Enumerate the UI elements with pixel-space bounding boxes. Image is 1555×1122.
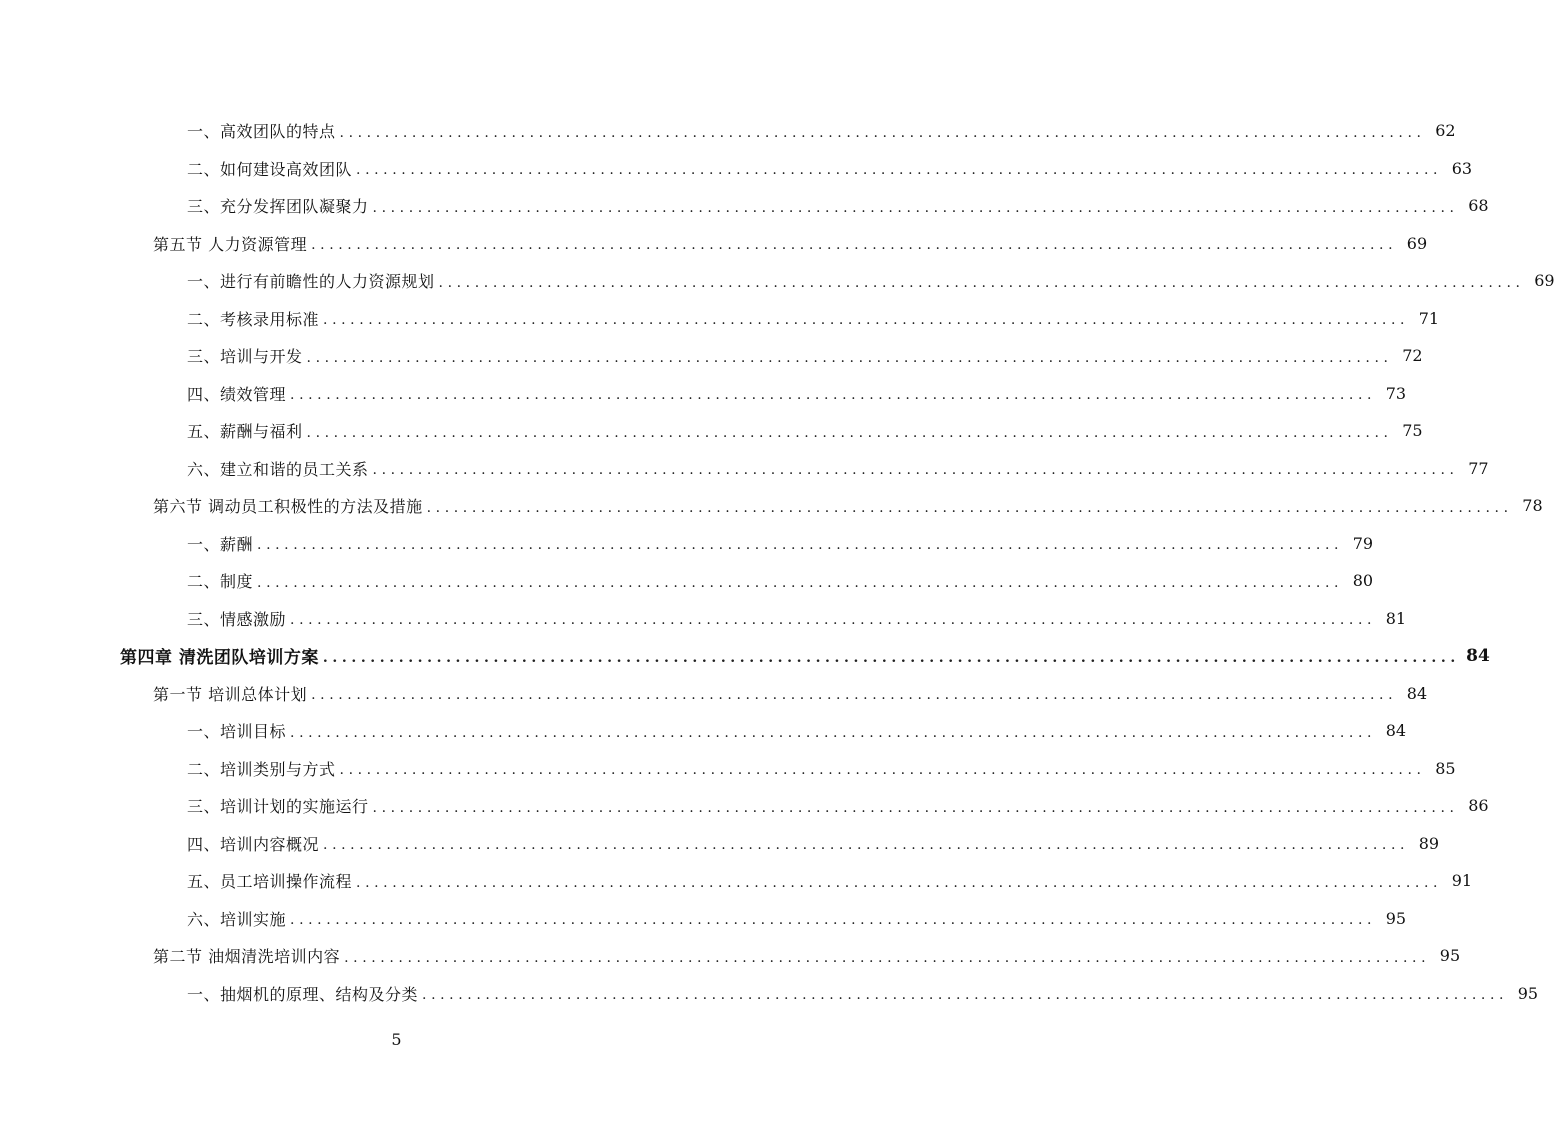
toc-entry-section[interactable] <box>0 225 1428 263</box>
page-number: 5 <box>391 1030 402 1049</box>
toc-entry-label: 二、培训类别与方式 <box>187 759 336 779</box>
toc-entry-page: 84 <box>1466 645 1490 666</box>
toc-entry-page: 63 <box>1451 158 1473 178</box>
toc-entry-page: 91 <box>1451 871 1473 891</box>
dot-leader: ........................................................................................................................ <box>306 349 1393 366</box>
dot-leader: ........................................................................................................................ <box>339 762 1426 778</box>
toc-entry-item[interactable] <box>0 112 1456 150</box>
toc-entry-item[interactable] <box>0 712 1407 750</box>
dot-leader: ........................................................................................................................ <box>290 612 1377 628</box>
dot-leader: ........................................................................................................................ <box>356 162 1443 178</box>
toc-entry-item[interactable] <box>0 825 1440 863</box>
dot-leader: ........................................................................................................................ <box>290 912 1377 928</box>
dot-leader: ........................................................................................................................ <box>257 537 1344 553</box>
toc-entry-label: 四、培训内容概况 <box>187 834 320 854</box>
toc-entry-item[interactable] <box>0 300 1440 338</box>
dot-leader: ........................................................................................................................ <box>323 837 1410 853</box>
toc-entry-page: 69 <box>1406 233 1428 253</box>
dot-leader: ........................................................................................................................ <box>290 387 1377 403</box>
toc-entry-label: 三、培训计划的实施运行 <box>187 797 369 817</box>
dot-leader: ........................................................................................................................ <box>323 312 1410 328</box>
dot-leader: ........................................................................................................................ <box>356 874 1443 891</box>
table-of-contents <box>0 112 1555 1012</box>
dot-leader: ........................................................................................................................ <box>339 124 1426 141</box>
toc-entry-item[interactable] <box>0 600 1407 638</box>
dot-leader: ........................................................................................................................ <box>322 649 1460 666</box>
toc-entry-label: 五、员工培训操作流程 <box>187 872 353 892</box>
toc-entry-item[interactable] <box>0 787 1489 825</box>
toc-entry-label: 一、培训目标 <box>187 722 287 742</box>
toc-entry-page: 73 <box>1385 383 1407 403</box>
toc-entry-label: 一、进行有前瞻性的人力资源规划 <box>187 272 435 292</box>
toc-entry-item[interactable] <box>0 375 1407 413</box>
toc-entry-label: 二、考核录用标准 <box>187 309 320 329</box>
dot-leader: ........................................................................................................................ <box>372 199 1459 216</box>
toc-entry-page: 81 <box>1385 608 1407 628</box>
toc-entry-item[interactable] <box>0 900 1407 938</box>
toc-entry-page: 62 <box>1435 121 1456 141</box>
toc-entry-item[interactable] <box>0 862 1473 900</box>
toc-entry-label: 第六节 调动员工积极性的方法及措施 <box>153 497 423 517</box>
toc-entry-item[interactable] <box>0 750 1456 788</box>
toc-entry-label: 第二节 油烟清洗培训内容 <box>153 947 341 967</box>
toc-entry-chapter[interactable] <box>0 637 1490 675</box>
toc-entry-page: 95 <box>1385 908 1407 928</box>
toc-entry-section[interactable] <box>0 487 1543 525</box>
toc-entry-label: 第四章 清洗团队培训方案 <box>120 648 319 669</box>
toc-entry-label: 六、培训实施 <box>187 909 287 929</box>
dot-leader: ........................................................................................................................ <box>344 949 1431 966</box>
toc-entry-label: 第一节 培训总体计划 <box>153 684 308 704</box>
toc-entry-item[interactable] <box>0 562 1374 600</box>
toc-entry-page: 89 <box>1418 833 1440 853</box>
dot-leader: ........................................................................................................................ <box>372 799 1459 816</box>
toc-entry-label: 二、如何建设高效团队 <box>187 159 353 179</box>
toc-entry-label: 一、薪酬 <box>187 534 254 554</box>
toc-entry-item[interactable] <box>0 975 1539 1013</box>
toc-entry-page: 95 <box>1517 983 1539 1003</box>
toc-entry-page: 68 <box>1468 196 1489 216</box>
dot-leader: ........................................................................................................................ <box>311 237 1398 253</box>
dot-leader: ........................................................................................................................ <box>426 499 1513 516</box>
dot-leader: ........................................................................................................................ <box>290 724 1377 741</box>
toc-entry-page: 75 <box>1402 421 1423 441</box>
toc-entry-page: 84 <box>1406 683 1428 703</box>
toc-entry-page: 86 <box>1468 796 1489 816</box>
toc-entry-page: 72 <box>1402 346 1423 366</box>
toc-entry-page: 79 <box>1352 533 1374 553</box>
toc-entry-label: 三、充分发挥团队凝聚力 <box>187 197 369 217</box>
toc-entry-label: 四、绩效管理 <box>187 384 287 404</box>
toc-entry-item[interactable] <box>0 262 1555 300</box>
toc-entry-page: 80 <box>1352 571 1374 591</box>
toc-entry-page: 85 <box>1435 758 1456 778</box>
toc-entry-page: 69 <box>1534 271 1555 291</box>
toc-entry-label: 五、薪酬与福利 <box>187 422 303 442</box>
toc-entry-page: 71 <box>1418 308 1440 328</box>
toc-entry-item[interactable] <box>0 525 1374 563</box>
dot-leader: ........................................................................................................................ <box>311 687 1398 703</box>
toc-entry-item[interactable] <box>0 150 1473 188</box>
toc-entry-item[interactable] <box>0 412 1423 450</box>
dot-leader: ........................................................................................................................ <box>438 274 1525 291</box>
dot-leader: ........................................................................................................................ <box>372 462 1459 478</box>
toc-entry-label: 六、建立和谐的员工关系 <box>187 459 369 479</box>
toc-entry-page: 95 <box>1439 946 1461 966</box>
dot-leader: ........................................................................................................................ <box>306 424 1393 441</box>
toc-entry-label: 三、情感激励 <box>187 609 287 629</box>
toc-entry-item[interactable] <box>0 450 1489 488</box>
toc-entry-page: 78 <box>1522 496 1543 516</box>
toc-entry-page: 77 <box>1468 458 1489 478</box>
toc-entry-label: 二、制度 <box>187 572 254 592</box>
dot-leader: ........................................................................................................................ <box>257 574 1344 591</box>
toc-entry-section[interactable] <box>0 937 1461 975</box>
dot-leader: ........................................................................................................................ <box>422 987 1509 1003</box>
toc-entry-label: 三、培训与开发 <box>187 347 303 367</box>
toc-entry-page: 84 <box>1385 721 1407 741</box>
toc-entry-item[interactable] <box>0 337 1423 375</box>
toc-entry-label: 第五节 人力资源管理 <box>153 234 308 254</box>
toc-entry-label: 一、抽烟机的原理、结构及分类 <box>187 984 419 1004</box>
toc-entry-item[interactable] <box>0 187 1489 225</box>
toc-entry-section[interactable] <box>0 675 1428 713</box>
toc-entry-label: 一、高效团队的特点 <box>187 122 336 142</box>
